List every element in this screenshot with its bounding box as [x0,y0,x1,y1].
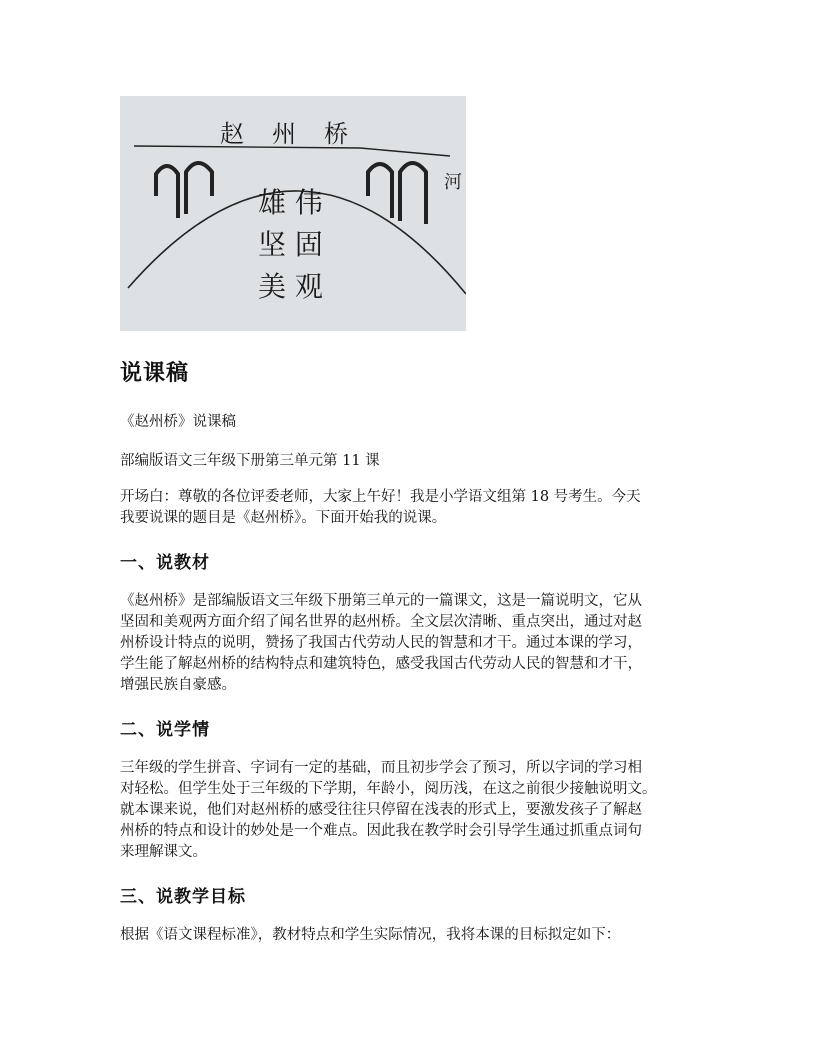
blackboard-sketch-image [120,96,466,331]
learners-line-2: 对轻松。但学生处于三年级的下学期，年龄小，阅历浅，在这之前很少接触说明文。 [120,781,657,797]
section-heading-textbook: 一、说教材 [120,553,210,573]
textbook-paragraph [120,591,710,696]
sketch-river-label: 河 [444,172,462,193]
bridge-sketch [120,96,466,331]
learners-line-1: 三年级的学生拼音、字词有一定的基础，而且初步学会了预习，所以字词的学习相 [120,760,642,776]
learners-line-5: 来理解课文。 [120,844,207,860]
opening-paragraph [120,487,710,529]
sketch-line-3: 美 观 [258,270,323,303]
learners-line-4: 州桥的特点和设计的妙处是一个难点。因此我在教学时会引导学生通过抓重点词句 [120,823,642,839]
textbook-line-1: 《赵州桥》是部编版语文三年级下册第三单元的一篇课文，这是一篇说明文，它从 [120,593,642,609]
sketch-title-char-3: 桥 [324,120,348,148]
opening-line-2: 我要说课的题目是《赵州桥》。下面开始我的说课。 [120,510,447,526]
textbook-line-2: 坚固和美观两方面介绍了闻名世界的赵州桥。全文层次清晰、重点突出，通过对赵 [120,614,642,630]
sketch-title-char-1: 赵 [220,120,244,148]
textbook-line-3: 州桥设计特点的说明，赞扬了我国古代劳动人民的智慧和才干。通过本课的学习， [120,635,642,651]
sketch-title-char-2: 州 [272,120,296,148]
sketch-line-2: 坚 固 [258,228,323,261]
objectives-intro-line: 根据《语文课程标准》，教材特点和学生实际情况，我将本课的目标拟定如下： [120,927,621,943]
opening-line-1: 开场白：尊敬的各位评委老师，大家上午好！我是小学语文组第 18 号考生。今天 [120,489,641,505]
learners-line-3: 就本课来说，他们对赵州桥的感受往往只停留在浅表的形式上，要激发孩子了解赵 [120,802,642,818]
edition-line: 部编版语文三年级下册第三单元第 11 课 [120,453,380,469]
section-heading-learners: 二、说学情 [120,720,210,740]
document-title: 说课稿 [120,361,190,386]
sketch-line-1: 雄 伟 [258,186,323,219]
document-subtitle: 《赵州桥》说课稿 [120,414,236,430]
section-heading-objectives: 三、说教学目标 [120,887,246,907]
textbook-line-5: 增强民族自豪感。 [120,677,236,693]
textbook-line-4: 学生能了解赵州桥的结构特点和建筑特色，感受我国古代劳动人民的智慧和才干， [120,656,642,672]
learners-paragraph [120,758,710,863]
